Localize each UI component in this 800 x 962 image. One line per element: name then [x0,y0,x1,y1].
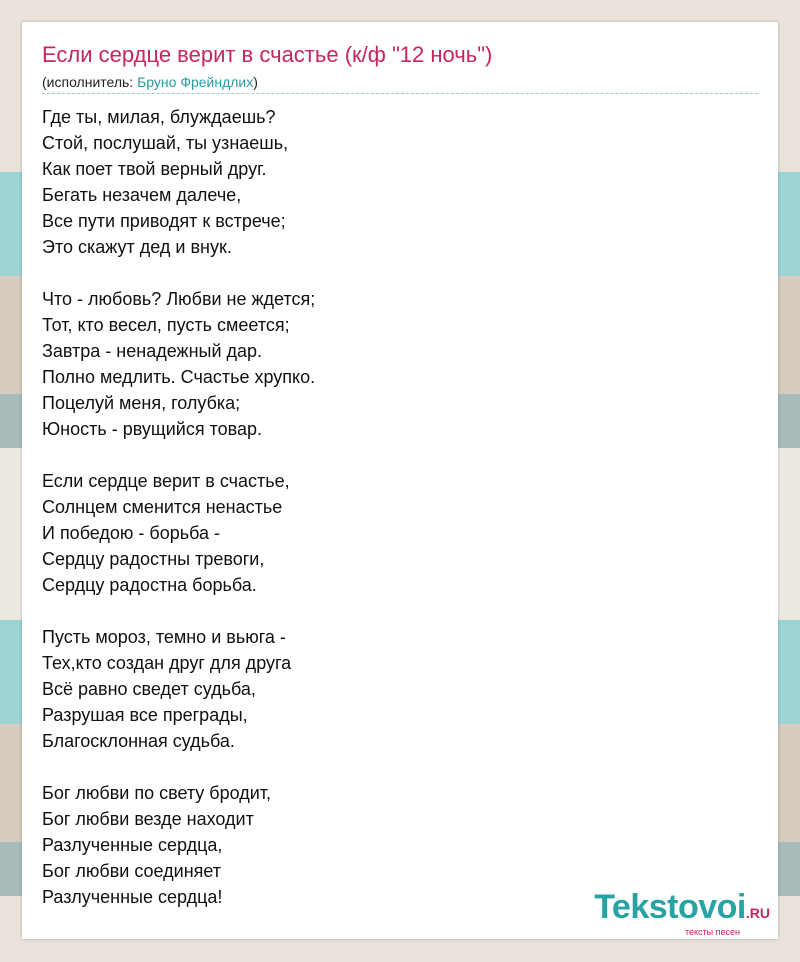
lyric-line: Где ты, милая, блуждаешь? [42,107,276,127]
lyric-line: И победою - борьба - [42,523,221,543]
lyric-line: Бог любви соединяет [42,861,222,881]
stanza-break [42,260,742,286]
lyric-line: Все пути приводят к встрече; [42,211,286,231]
lyric-line: Поцелуй меня, голубка; [42,393,241,413]
lyric-line: Солнцем сменится ненастье [42,497,283,517]
lyric-line: Тот, кто весел, пусть смеется; [42,315,290,335]
lyric-line: Бог любви по свету бродит, [42,783,272,803]
performer-close: ) [253,74,258,90]
lyric-line: Разлученные сердца, [42,835,223,855]
lyric-line: Юность - рвущийся товар. [42,419,263,439]
logo-domain: .RU [745,905,770,921]
lyric-line: Разлученные сердца! [42,887,223,907]
performer-line [42,74,258,90]
performer-link[interactable]: Бруно Фрейндлих [137,74,254,90]
logo-name: Tekstovoi [594,888,746,926]
site-logo[interactable] [594,889,770,937]
song-title: Если сердце верит в счастье (к/ф "12 ночь") [42,42,493,67]
lyric-line: Благосклонная судьба. [42,731,235,751]
lyric-line: Если сердце верит в счастье, [42,471,290,491]
logo-tagline: тексты песен [684,927,740,937]
lyric-line: Полно медлить. Счастье хрупко. [42,367,316,387]
title-divider [42,93,758,94]
lyric-line: Это скажут дед и внук. [42,237,232,257]
lyric-line: Сердцу радостна борьба. [42,575,257,595]
lyric-line: Пусть мороз, темно и вьюга - [42,627,286,647]
stanza-break [42,754,742,780]
lyric-line: Сердцу радостны тревоги, [42,549,265,569]
lyric-line: Бегать незачем далече, [42,185,242,205]
logo-wordmark [594,889,770,931]
stanza-break [42,598,742,624]
lyric-line: Как поет твой верный друг. [42,159,267,179]
performer-label: (исполнитель: [42,74,138,90]
lyrics-text [42,104,742,910]
lyric-line: Что - любовь? Любви не ждется; [42,289,316,309]
lyric-line: Завтра - ненадежный дар. [42,341,263,361]
lyric-line: Бог любви везде находит [42,809,254,829]
lyric-line: Тех,кто создан друг для друга [42,653,292,673]
lyric-line: Разрушая все преграды, [42,705,248,725]
lyric-line: Всё равно сведет судьба, [42,679,256,699]
lyrics-card [22,22,778,939]
lyric-line: Стой, послушай, ты узнаешь, [42,133,289,153]
stanza-break [42,442,742,468]
